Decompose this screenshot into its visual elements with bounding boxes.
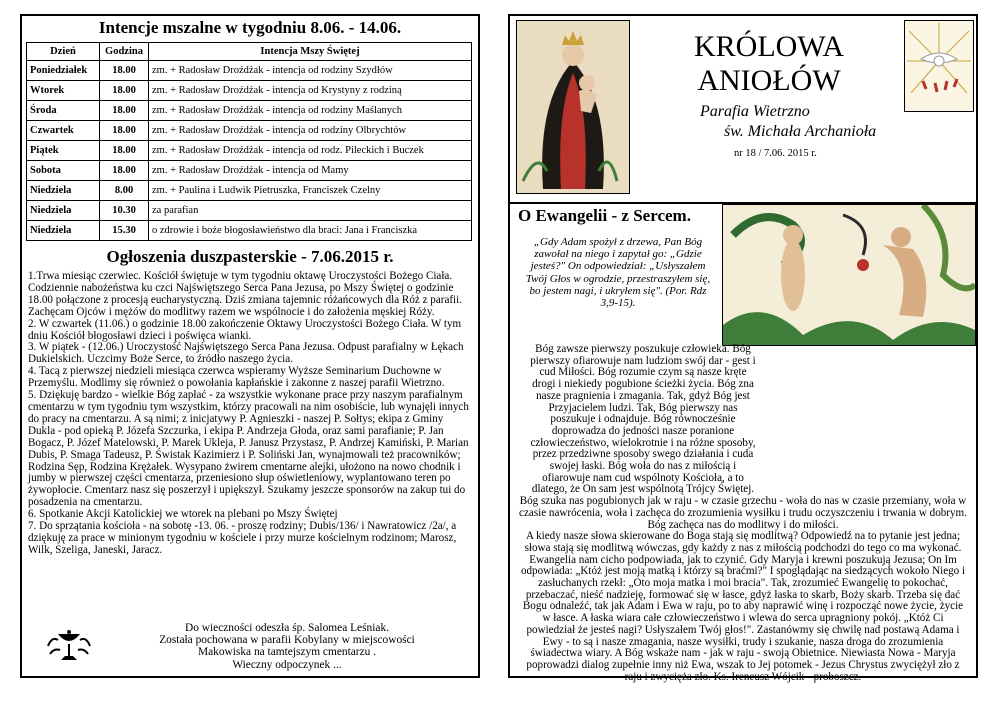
masthead-title-line1: KRÓLOWA: [694, 30, 844, 63]
table-row: [27, 181, 472, 201]
holy-spirit-dove-image: [904, 20, 974, 112]
col-header-hour: Godzina: [100, 43, 149, 61]
table-row: [27, 141, 472, 161]
mass-intentions-table: [26, 42, 472, 241]
day-cell: Niedziela: [27, 201, 100, 221]
day-cell: Środa: [27, 101, 100, 121]
reflection-paragraph: Bóg szuka nas pogubionych jak w raju - w czasie grzechu - woła do nas w czasie przemiany, woła w czasie nawrócenia, woła i zachęca do zrozumienia wysiłku i trudu oczyszczeniu i trwania w dobrym. Bóg zachęca nas do modlitwy i do miłości.: [519, 495, 967, 531]
day-cell: Poniedziałek: [27, 61, 100, 81]
right-page: [508, 14, 978, 683]
day-cell: Czwartek: [27, 121, 100, 141]
hour-cell: 15.30: [100, 221, 149, 241]
obituary-line: Wieczny odpoczynek ...: [232, 658, 342, 671]
scripture-quote: „Gdy Adam spożył z drzewa, Pan Bóg zawołał na niego i zapytał go: „Gdzie jesteś?" On odpowiedział: „Usłyszałem Twój Głos w ogrodzie, przestraszyłem się, bo jestem nagi, i ukryłem się". (Por. Rdz 3,9-15).: [525, 236, 711, 310]
parish-patron: św. Michała Archanioła: [724, 123, 877, 140]
announcement-item: 5. Dziękuję bardzo - wielkie Bóg zapłać - za wszystkie wykonane prace przy naszym parafialnym cmentarzu w tym tygodniu tym wszystkim, którzy pracowali na nim osobiście, lub wynajęli innych do pracy na cmentarzu. A są nimi; z inicjatywy P. Agnieszki - naszej P. Sołtys; ekipa z Gminy Dukla - pod opieką P. Józefa Szczurka, i ekipa P. Andrzeja Głoda, oraz sami parafianie; P. Jan Bogacz, P. Józef Matelowski, P. Marek Ukleja, P. Janusz Przystasz, P. Andrzej Kamiński, P. Marian Dubis, P. Smaga Tadeusz, P. Świstak Kazimierz i P. Soliński Jan, wynajmowali też pracowników; Rodzina Sęp, Rodzina Krężałek. Wysypano żwirem cmentarne alejki, ułożono na nowo chodnik i jumby w pierwszej części cmentarza, przeniesiono słup oświetleniowy, wyplantowano teren po żywopłocie. Cmentarz nasz się poszerzył i upiększył. Szukamy jeszcze sponsorów na zakup tui do posadzenia na cmentarzu.: [28, 389, 469, 509]
announcements-title: Ogłoszenia duszpasterskie - 7.06.2015 r.: [106, 247, 394, 266]
hour-cell: 10.30: [100, 201, 149, 221]
col-header-day: Dzień: [27, 43, 100, 61]
left-page: [20, 14, 480, 678]
intention-cell: zm. + Paulina i Ludwik Pietruszka, Franciszek Czelny: [149, 181, 472, 201]
hour-cell: 18.00: [100, 101, 149, 121]
obituary-line: Makowiska na tamtejszym cmentarzu .: [197, 646, 377, 659]
gospel-title: O Ewangelii - z Sercem.: [518, 206, 691, 225]
table-row: [27, 121, 472, 141]
intention-cell: o zdrowie i boże błogosławieństwo dla braci: Jana i Franciszka: [149, 221, 472, 241]
intention-cell: zm. + Radosław Droźdżak - intencja od Krystyny z rodziną: [149, 81, 472, 101]
intention-cell: zm. + Radosław Droźdżak - intencja od rodziny Olbrychtów: [149, 121, 472, 141]
announcement-item: 2. W czwartek (11.06.) o godzinie 18.00 zakończenie Oktawy Uroczystości Bożego Ciała. W tym dniu Kościół błogosławi dzieci i poświęca wianki.: [28, 317, 462, 342]
announcements-list: [28, 271, 472, 557]
obituary-note: [22, 622, 478, 670]
hour-cell: 18.00: [100, 121, 149, 141]
table-row: [27, 101, 472, 121]
obituary-text: [116, 622, 458, 671]
obituary-line: Została pochowana w parafii Kobylany w miejscowości: [159, 634, 415, 647]
masthead: [634, 20, 904, 192]
obituary-line: Do wieczności odeszła śp. Salomea Leśniak.: [184, 622, 390, 634]
chalice-icon: [44, 626, 94, 666]
table-row: [27, 161, 472, 181]
table-row: [27, 81, 472, 101]
intention-cell: zm. + Radosław Droźdżak - intencja od rodziny Szydłów: [149, 61, 472, 81]
table-row: [27, 61, 472, 81]
announcement-item: 6. Spotkanie Akcji Katolickiej we wtorek na plebani po Mszy Świętej: [28, 508, 338, 521]
col-header-intention: Intencja Mszy Świętej: [149, 43, 472, 61]
reflection-paragraph: Bóg zawsze pierwszy poszukuje człowieka. Bóg pierwszy ofiarowuje nam ludziom swój dar - gest i cud Miłości. Bóg rozumie czym są nasze kręte drogi i niekiedy pogubione ścieżki życia. Bóg zna nasze pragnienia i zmagania. Tak, gdyż Bóg jest Przyjacielem ludzi. Tak, Bóg pierwszy nas poszukuje i odnajduje. Bóg równocześnie doprowadza do jedności nasze poranione człowieczeństwo, wielokrotnie i na różne sposoby, przez przedziwne sposoby swego działania i cuda swojej łaski. Bóg woła do nas z miłością i ofiarowuje nam cud wspólnoty Kościoła, a to dlatego, że On sam jest wspólnotą Trójcy Świętej.: [530, 343, 756, 496]
gospel-section: [510, 202, 976, 683]
day-cell: Sobota: [27, 161, 100, 181]
parish-name: Parafia Wietrzno: [700, 103, 810, 120]
announcement-item: 1.Trwa miesiąc czerwiec. Kościół świętuje w tym tygodniu oktawę Uroczystości Bożego Ciała. Codziennie nabożeństwa ku czci Najświętszego Serca Pana Jezusa, po Mszy Świętej o godzinie 18.00 połączone z procesją eucharystyczną. Dziś zmiana tajemnic różańcowych dla Róż z parafii. Zachęcam Ojców i mężów do modlitwy razem we wspólnocie i do założenia męskiej Róży.: [28, 270, 462, 318]
hour-cell: 18.00: [100, 81, 149, 101]
day-cell: Niedziela: [27, 221, 100, 241]
gospel-reflection: [518, 344, 968, 683]
issue-number: nr 18 / 7.06. 2015 r.: [734, 148, 817, 159]
madonna-image: [516, 20, 630, 194]
hour-cell: 18.00: [100, 61, 149, 81]
intention-cell: za parafian: [149, 201, 472, 221]
day-cell: Niedziela: [27, 181, 100, 201]
table-row: [27, 221, 472, 241]
announcement-item: 7. Do sprzątania kościoła - na sobotę -13. 06. - proszę rodziny; Dubis/136/ i Nawratowicz /2a/, a dziękuję za prace w minionym tygodniu w kościele i przy murze kościelnym rodzinom; Marosz, Wilk, Szeliga, Janeski, Jaracz.: [28, 520, 457, 556]
intention-cell: zm. + Radosław Droźdżak - intencja od rodz. Pileckich i Buczek: [149, 141, 472, 161]
intention-cell: zm. + Radosław Droźdżak - intencja od Mamy: [149, 161, 472, 181]
hour-cell: 8.00: [100, 181, 149, 201]
table-row: [27, 201, 472, 221]
adam-eve-image: [722, 204, 976, 346]
reflection-paragraph: A kiedy nasze słowa skierowane do Boga stają się modlitwą? Odpowiedź na to pytanie jest jedna; słowa stają się modlitwą wówczas, gdy każdy z nas z miłością podchodzi do tego co ma wykonać. Ewangelia nam cicho podpowiada, jak to czynić. Gdy Maryja i krewni poszukują Jezusa; On Im odpowiada: „Któż jest moją matką i którzy są braćmi?" I spoglądając na siedzących wokoło Niego i zasłuchanych rzekł: „Oto moja matka i moi bracia". Tak, zrozumieć Ewangelię to pokochać, przebaczać, nieść nadzieję, formować się w łasce, gdyż łaska to skarb, Boży skarb. Trzeba się dać Bogu odnaleźć, tak jak Adam i Ewa w raju, po to aby naprawić winę i rozpocząć nowe życie, życie w łasce. A łaska wiara całe człowieczeństwo i wlewa do serca upragniony pokój. „Któż Ci powiedział że jesteś nagi? Usłyszałem Twój głos!". Zastanówmy się chwilę nad postawą Adama i Ewy - to są i nasze zmagania, nasze wysiłki, trudy i szukanie, nasza droga do zrozumienia świadectwa wiary. A Bóg wskaże nam - jak w raju - swoją Obietnice. Niewiasta Nowa - Maryja poprowadzi dialog zupełnie inny niż Ewa, wszak to Jej potomek - Jezus Chrystus zwyciężył zło z raju i zwycięża zło. Ks. Ireneusz Wójcik - proboszcz.: [520, 530, 966, 683]
announcement-item: 4. Tacą z pierwszej niedzieli miesiąca czerwca wspieramy Wyższe Seminarium Duchowne w Przemyślu. Modlimy się również o powołania kapłańskie i zakonne z naszej parafii Wietrzno.: [28, 365, 445, 390]
day-cell: Wtorek: [27, 81, 100, 101]
mass-intentions-title: Intencje mszalne w tygodniu 8.06. - 14.06.: [98, 18, 402, 37]
day-cell: Piątek: [27, 141, 100, 161]
announcement-item: 3. W piątek - (12.06.) Uroczystość Najświętszego Serca Pana Jezusa. Odpust parafialny w Łękach Dukielskich. Uczcimy Boże Serce, to źródło naszego życia.: [28, 341, 464, 366]
masthead-title-line2: ANIOŁÓW: [697, 64, 841, 97]
hour-cell: 18.00: [100, 141, 149, 161]
hour-cell: 18.00: [100, 161, 149, 181]
intention-cell: zm. + Radosław Droźdżak - intencja od rodziny Maślanych: [149, 101, 472, 121]
